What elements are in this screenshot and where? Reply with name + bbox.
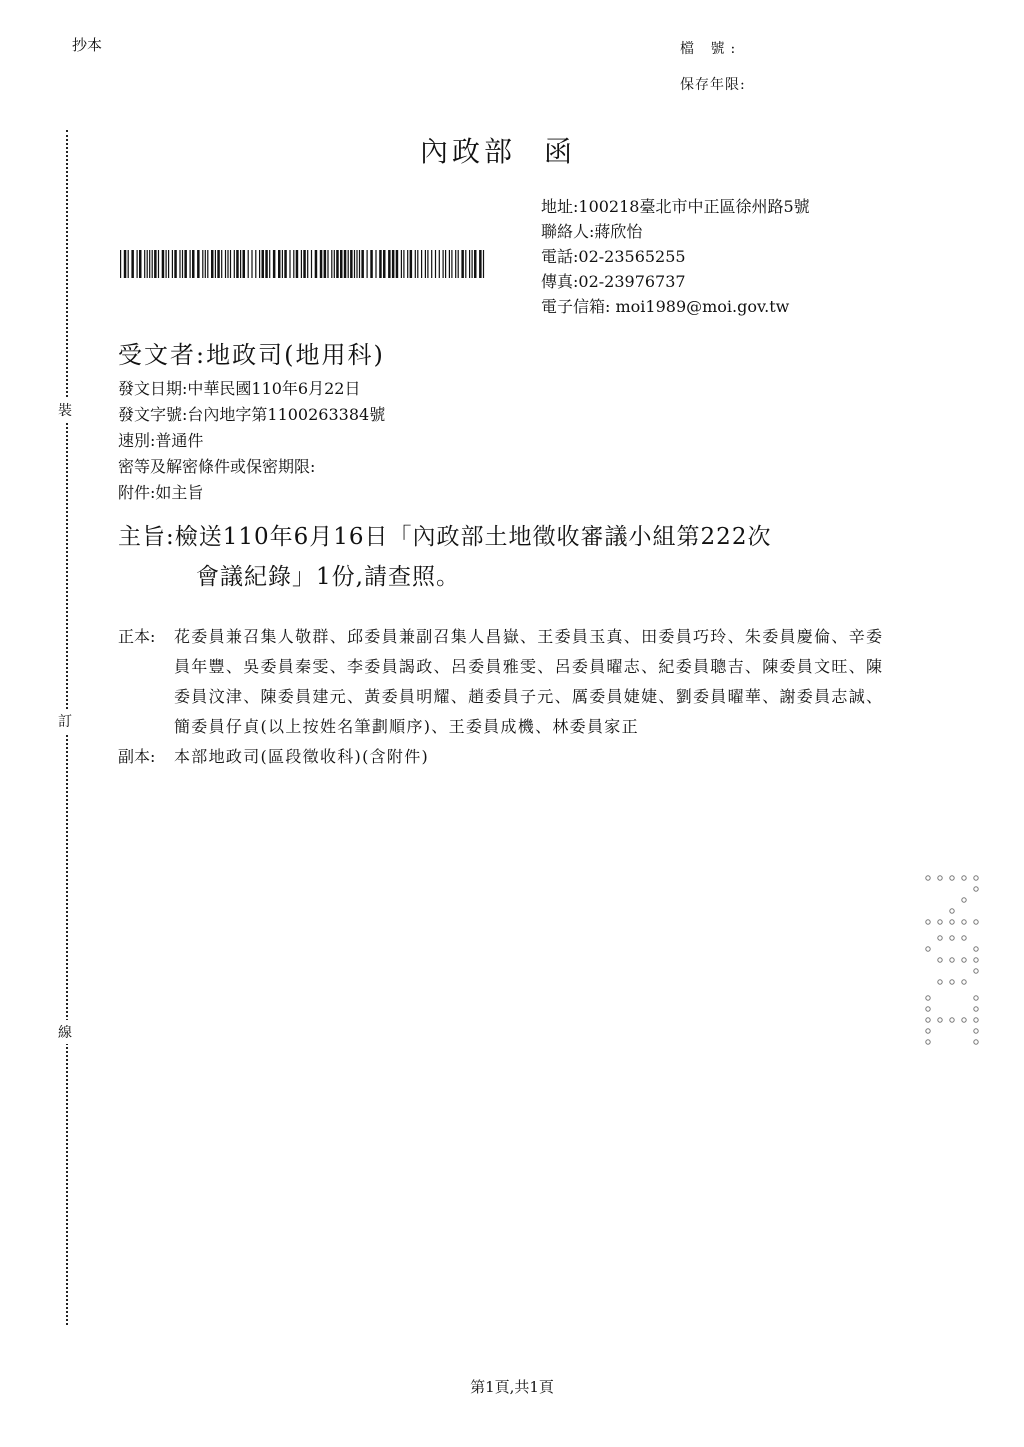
sender-info bbox=[541, 194, 810, 319]
document-number: 發文字號:台內地字第1100263384號 bbox=[118, 405, 386, 424]
subject bbox=[118, 517, 771, 597]
issue-date: 發文日期:中華民國110年6月22日 bbox=[118, 379, 361, 398]
main-recipients-text: 花委員兼召集人敬群、邱委員兼副召集人昌嶽、王委員玉真、田委員巧玲、朱委員慶倫、辛委員年豐、吳委員秦雯、李委員謁政、呂委員雅雯、呂委員曜志、紀委員聰吉、陳委員文旺、陳委員汶津、陳委員建元、黃委員明耀、趙委員子元、厲委員婕婕、劉委員曜華、謝委員志誠、簡委員仔貞(以上按姓名筆劃順序)、王委員成機、林委員家正 bbox=[174, 627, 884, 736]
document-meta bbox=[118, 376, 385, 506]
attachment: 附件:如主旨 bbox=[118, 483, 204, 502]
copy-recipients bbox=[118, 742, 898, 772]
distribution-list bbox=[118, 622, 898, 772]
retention-period-label: 保存年限: bbox=[680, 77, 746, 93]
copy-recipients-text: 本部地政司(區段徵收科)(含附件) bbox=[174, 747, 430, 766]
barcode-icon bbox=[120, 250, 488, 278]
copy-mark: 抄本 bbox=[72, 36, 103, 54]
recipient: 受文者:地政司(地用科) bbox=[118, 341, 385, 369]
copy-recipients-label: 副本: bbox=[118, 747, 156, 766]
delivery-speed: 速別:普通件 bbox=[118, 431, 204, 450]
page-number: 第1頁,共1頁 bbox=[470, 1378, 554, 1396]
title-org: 內政部 bbox=[420, 135, 517, 168]
sender-address: 地址:100218臺北市中正區徐州路5號 bbox=[541, 197, 810, 216]
perforation-stamp-icon bbox=[922, 870, 982, 1045]
document-title bbox=[420, 130, 576, 170]
sender-fax: 傳真:02-23976737 bbox=[541, 272, 686, 291]
sender-contact: 聯絡人:蔣欣怡 bbox=[541, 222, 643, 241]
binding-mark-zhuang: 裝 bbox=[58, 398, 72, 422]
file-number-label: 檔 號: bbox=[680, 41, 742, 57]
sender-phone: 電話:02-23565255 bbox=[541, 247, 686, 266]
title-doc-type: 函 bbox=[544, 135, 577, 168]
subject-line-2: 會議紀錄」1份,請查照。 bbox=[196, 564, 460, 590]
binding-mark-ding: 訂 bbox=[58, 709, 72, 733]
confidentiality: 密等及解密條件或保密期限: bbox=[118, 457, 316, 476]
main-recipients-label: 正本: bbox=[118, 627, 156, 646]
main-recipients bbox=[118, 622, 898, 742]
subject-line-1: 主旨:檢送110年6月16日「內政部土地徵收審議小組第222次 bbox=[118, 524, 772, 550]
binding-mark-xian: 線 bbox=[58, 1020, 72, 1044]
sender-email: 電子信箱: moi1989@moi.gov.tw bbox=[541, 297, 790, 316]
